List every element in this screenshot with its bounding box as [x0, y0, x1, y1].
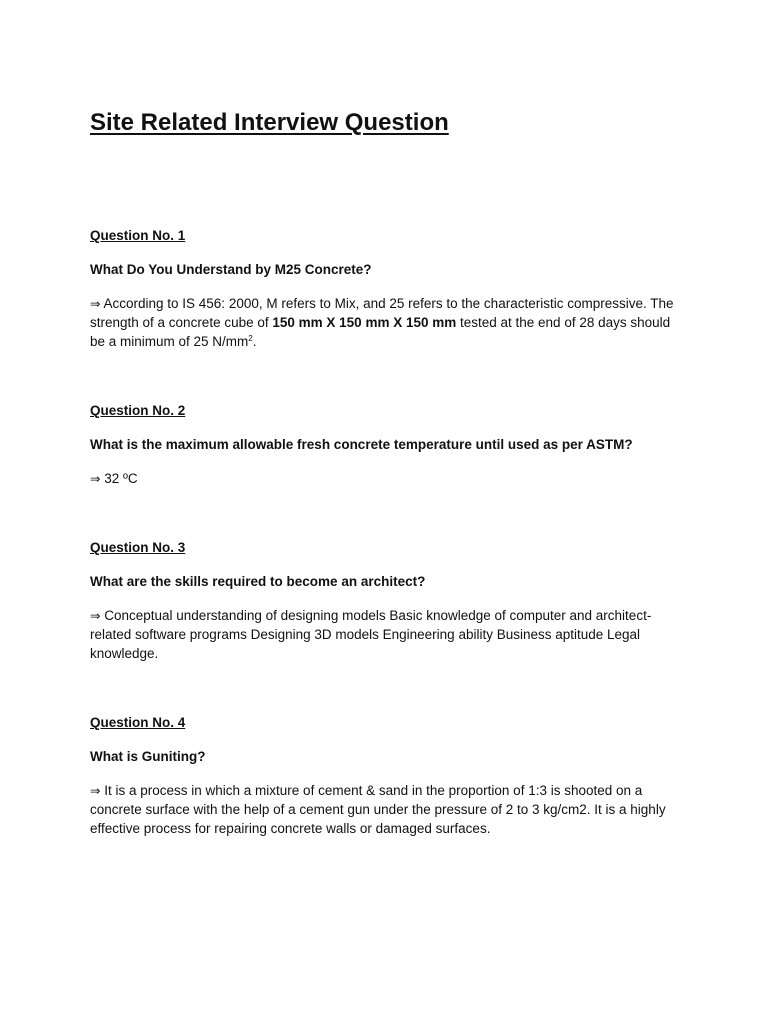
answer-2-text: 32 ºC: [100, 471, 138, 486]
answer-4: [90, 781, 680, 838]
arrow-icon: ⇒: [90, 608, 101, 623]
question-heading-1: Question No. 1: [90, 228, 186, 243]
page-title: Site Related Interview Question: [90, 109, 449, 136]
question-heading-3: Question No. 3: [90, 540, 186, 555]
answer-3: [90, 606, 680, 663]
arrow-icon: ⇒: [90, 296, 101, 311]
answer-1-text-a: According to IS 456: 2000, M refers to Mix, and 25 refers to the characteristic compressive. The strength of a concrete cube of: [90, 296, 674, 330]
answer-1-text-b: tested at the end of 28 days should be a minimum of 25 N/mm: [90, 315, 671, 349]
answer-1-cube-size: 150 mm X 150 mm X 150 mm: [272, 315, 457, 330]
question-text-3: What are the skills required to become an architect?: [90, 574, 426, 589]
question-heading-2: Question No. 2: [90, 403, 186, 418]
answer-1-text-c: .: [252, 334, 257, 349]
arrow-icon: ⇒: [90, 783, 101, 798]
answer-3-text: Conceptual understanding of designing models Basic knowledge of computer and architect-related software programs Designing 3D models Engineering ability Business aptitude Legal knowledge.: [90, 608, 652, 661]
arrow-icon: ⇒: [90, 471, 101, 486]
question-text-2: What is the maximum allowable fresh concrete temperature until used as per ASTM?: [90, 437, 633, 452]
answer-4-text: It is a process in which a mixture of cement & sand in the proportion of 1:3 is shooted on a concrete surface with the help of a cement gun under the pressure of 2 to 3 kg/cm2. It is a highly effective process for repairing concrete walls or damaged surfaces.: [90, 783, 666, 836]
question-text-1: What Do You Understand by M25 Concrete?: [90, 262, 372, 277]
answer-2: [90, 469, 680, 488]
answer-1: [90, 294, 680, 351]
answer-1-superscript: 2: [248, 334, 253, 343]
question-heading-4: Question No. 4: [90, 715, 186, 730]
question-text-4: What is Guniting?: [90, 749, 206, 764]
